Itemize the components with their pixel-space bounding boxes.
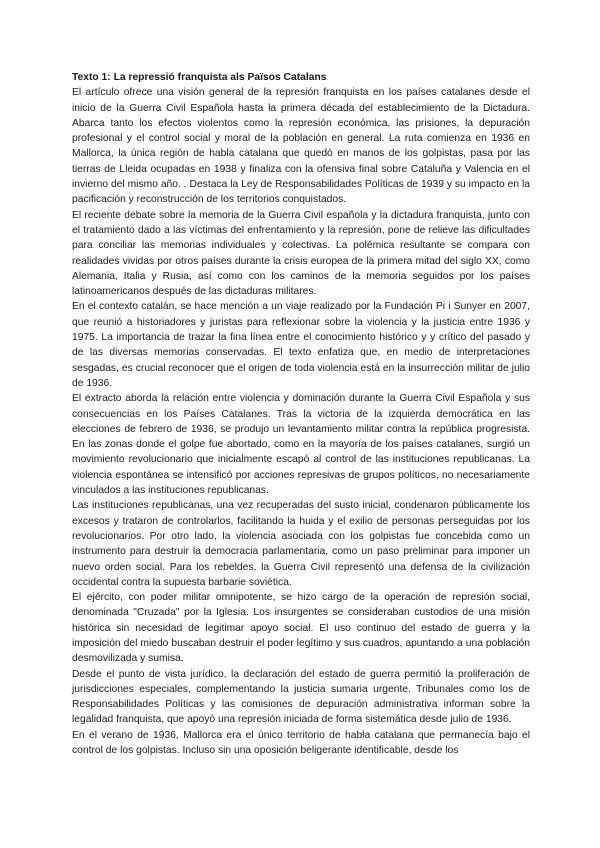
paragraph-1: El artículo ofrece una visión general de la represión franquista en los países catalanes desde el inicio de la Guerra Civil Española hasta la primera década del establecimiento de la Dictadura. Abarca tanto los efectos violentos como la represión económica, las prisiones, la depuración profesional y el control social y moral de la población en general. La ruta comienza en 1936 en Mallorca, la única región de habla catalana que quedó en manos de los golpistas, pasa por las tierras de Lleida ocupadas en 1938 y finaliza con la ofensiva final sobre Cataluña y Valencia en el invierno del mismo año. . Destaca la Ley de Responsabilidades Políticas de 1939 y su impacto en la pacificación y reconstrucción de los territorios conquistados. [72,87,530,206]
paragraph-6: El ejército, con poder militar omnipotente, se hizo cargo de la operación de represión social, denominada "Cruzada" por la Iglesia. Los insurgentes se consideraban custodios de una misión histórica sin necesidad de legitimar apoyo social. El uso continuo del estado de guerra y la imposición del miedo buscaban destruir el poder legítimo y sus cuadros, apuntando a una población desmovilizada y sumisa. [72,592,530,665]
paragraph-8: En el verano de 1936, Mallorca era el único territorio de habla catalana que permanecía bajo el control de los golpistas. Incluso sin una oposición beligerante identificable, desde los [72,729,530,757]
document-title: Texto 1: La repressió franquista als Països Catalans [72,72,327,83]
paragraph-7: Desde el punto de vista jurídico, la declaración del estado de guerra permitió la proliferación de jurisdicciones especiales, complementando la justicia sumaria urgente. Tribunales como los de Responsabilidades Políticas y las comisiones de depuración administrativa informan sobre la legalidad franquista, que apoyó una represión iniciada de forma sistemática desde julio de 1936. [72,668,530,726]
document-page [72,70,530,758]
paragraph-3: En el contexto catalán, se hace mención a un viaje realizado por la Fundación Pi i Sunyer en 2007, que reunió a historiadores y juristas para reflexionar sobre la violencia y la justicia entre 1936 y 1975. La importancia de trazar la fina línea entre el conocimiento histórico y y crítico del pasado y de las diversas memorias conservadas. El texto enfatiza que, en medio de interpretaciones sesgadas, es crucial reconocer que el origen de toda violencia está en la insurrección militar de julio de 1936. [72,301,530,389]
paragraph-5: Las instituciones republicanas, una vez recuperadas del susto inicial, condenaron públicamente los excesos y trataron de controlarlos, facilitando la huida y el exilio de personas perseguidas por los revolucionarios. Por otro lado, la violencia asociada con los golpistas fue concebida como un instrumento para destruir la democracia parlamentaria, como un paso preliminar para imponer un nuevo orden social. Para los rebeldes, la Guerra Civil representó una defensa de la civilización occidental contra la supuesta barbarie soviética. [72,500,530,588]
paragraph-4: El extracto aborda la relación entre violencia y dominación durante la Guerra Civil Española y sus consecuencias en los Países Catalanes. Tras la victoria de la izquierda democrática en las elecciones de febrero de 1936, se produjo un levantamiento militar contra la república progresista. En las zonas donde el golpe fue abortado, como en la mayoría de los países catalanes, surgió un movimiento revolucionario que inicialmente escapó al control de las instituciones republicanas. La violencia espontánea se intensificó por acciones represivas de grupos políticos, no necesariamente vinculados a las instituciones republicanas. [72,393,530,497]
paragraph-2: El reciente debate sobre la memoria de la Guerra Civil española y la dictadura franquista, junto con el tratamiento dado a las víctimas del enfrentamiento y la represión, pone de relieve las dificultades para conciliar las memorias individuales y colectivas. La polémica resultante se compara con realidades vividas por otros países durante la crisis europea de la primera mitad del siglo XX, como Alemania, Italia y Rusia, así como con los caminos de la memoria seguidos por los países latinoamericanos después de las dictaduras militares. [72,209,530,298]
